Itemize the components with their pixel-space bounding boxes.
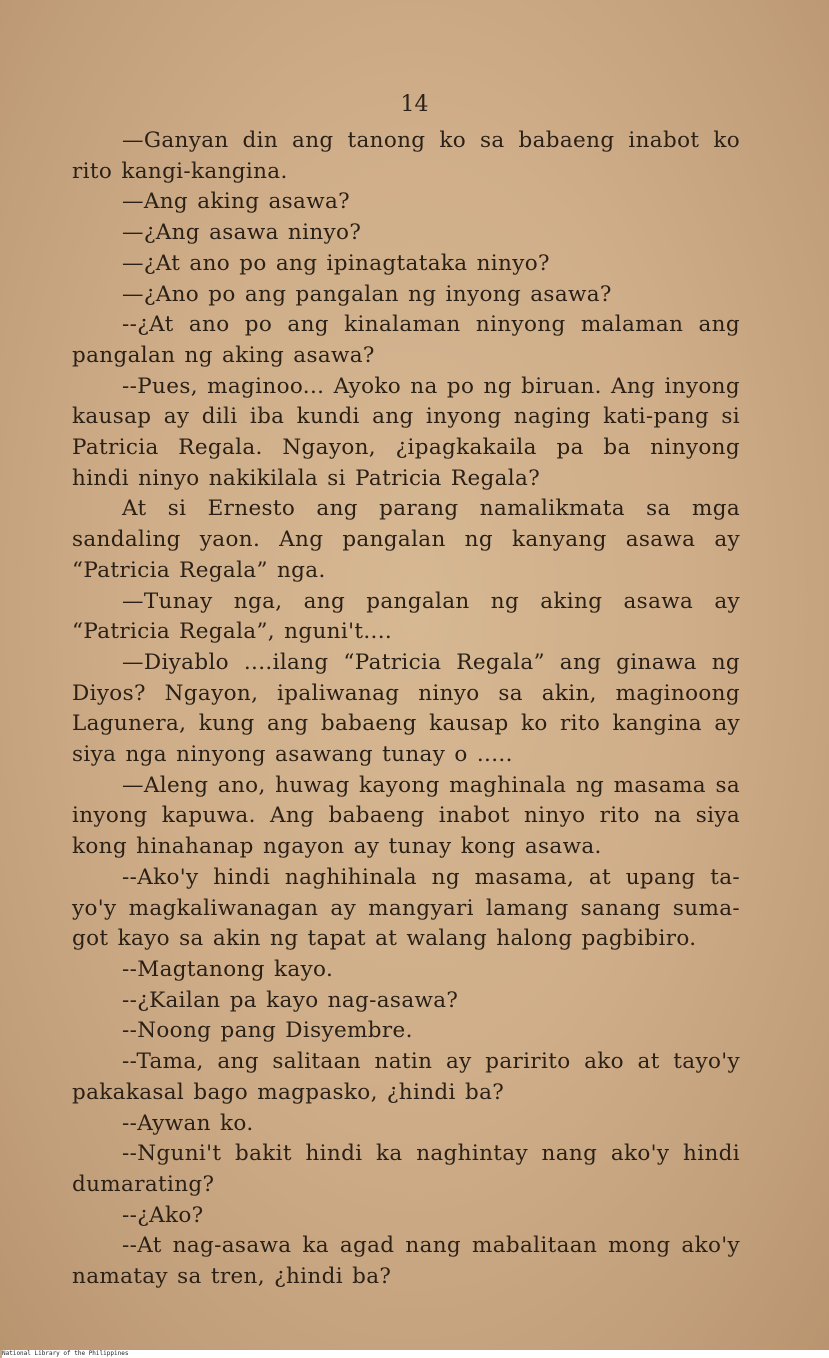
paragraph: --Nguni't bakit hindi ka naghintay nang ako'y hindi dumarating? [72,1141,740,1197]
paragraph: --¿Ako? [122,1202,204,1228]
paragraph: --At nag-asawa ka agad nang mabalitaan mong ako'y namatay sa tren, ¿hindi ba? [72,1233,740,1290]
paragraph: --Pues, maginoo... Ayoko na po ng biruan. Ang inyong kausap ay dili iba kundi ang inyong naging kati-pang si Patricia Regala. Ngayon, ¿ipagkakaila pa ba ninyong hindi ninyo nakikilala si Patricia Regala? [72,373,740,491]
paragraph: —¿Ano po ang pangalan ng inyong asawa? [122,281,612,307]
paragraph: At si Ernesto ang parang namalikmata sa mga sandaling yaon. Ang pangalan ng kanyang asawa ay “Patricia Regala” nga. [72,496,740,583]
paragraph: —Diyablo ....ilang “Patricia Regala” ang ginawa ng Diyos? Ngayon, ipaliwanag ninyo sa akin, maginoong Lagunera, kung ang babaeng kausap ko rito kangina ay siya nga ninyong asawang tunay o ..... [72,649,740,768]
paragraph: —Tunay nga, ang pangalan ng aking asawa ay “Patricia Regala”, nguni't.... [72,588,740,645]
paragraph: --Aywan ko. [122,1110,254,1136]
paragraph: —Ang aking asawa? [122,189,351,215]
paragraph: —¿Ang asawa ninyo? [122,220,362,246]
page-text [72,126,740,1293]
paragraph: --Noong pang Disyembre. [122,1018,413,1044]
page-number: 14 [400,92,429,117]
paragraph: --Ako'y hindi naghihinala ng masama, at upang ta-yo'y magkaliwanagan ay mangyari lamang sanang suma-got kayo sa akin ng tapat at walang halong pagbibiro. [72,864,740,952]
paragraph: --¿Kailan pa kayo nag-asawa? [122,987,459,1013]
paragraph: —¿At ano po ang ipinagtataka ninyo? [122,250,550,276]
paragraph: --¿At ano po ang kinalaman ninyong malaman ang pangalan ng aking asawa? [72,312,740,368]
paragraph: --Tama, ang salitaan natin ay paririto ako at tayo'y pakakasal bago magpasko, ¿hindi ba? [72,1049,740,1105]
paragraph: —Ganyan din ang tanong ko sa babaeng inabot ko rito kangi-kangina. [72,128,740,184]
library-footer: National Library of the Philippines [2,1350,829,1358]
paragraph: —Aleng ano, huwag kayong maghinala ng masama sa inyong kapuwa. Ang babaeng inabot ninyo rito na siya kong hinahanap ngayon ay tunay kong asawa. [72,772,740,860]
paragraph: --Magtanong kayo. [122,956,334,982]
